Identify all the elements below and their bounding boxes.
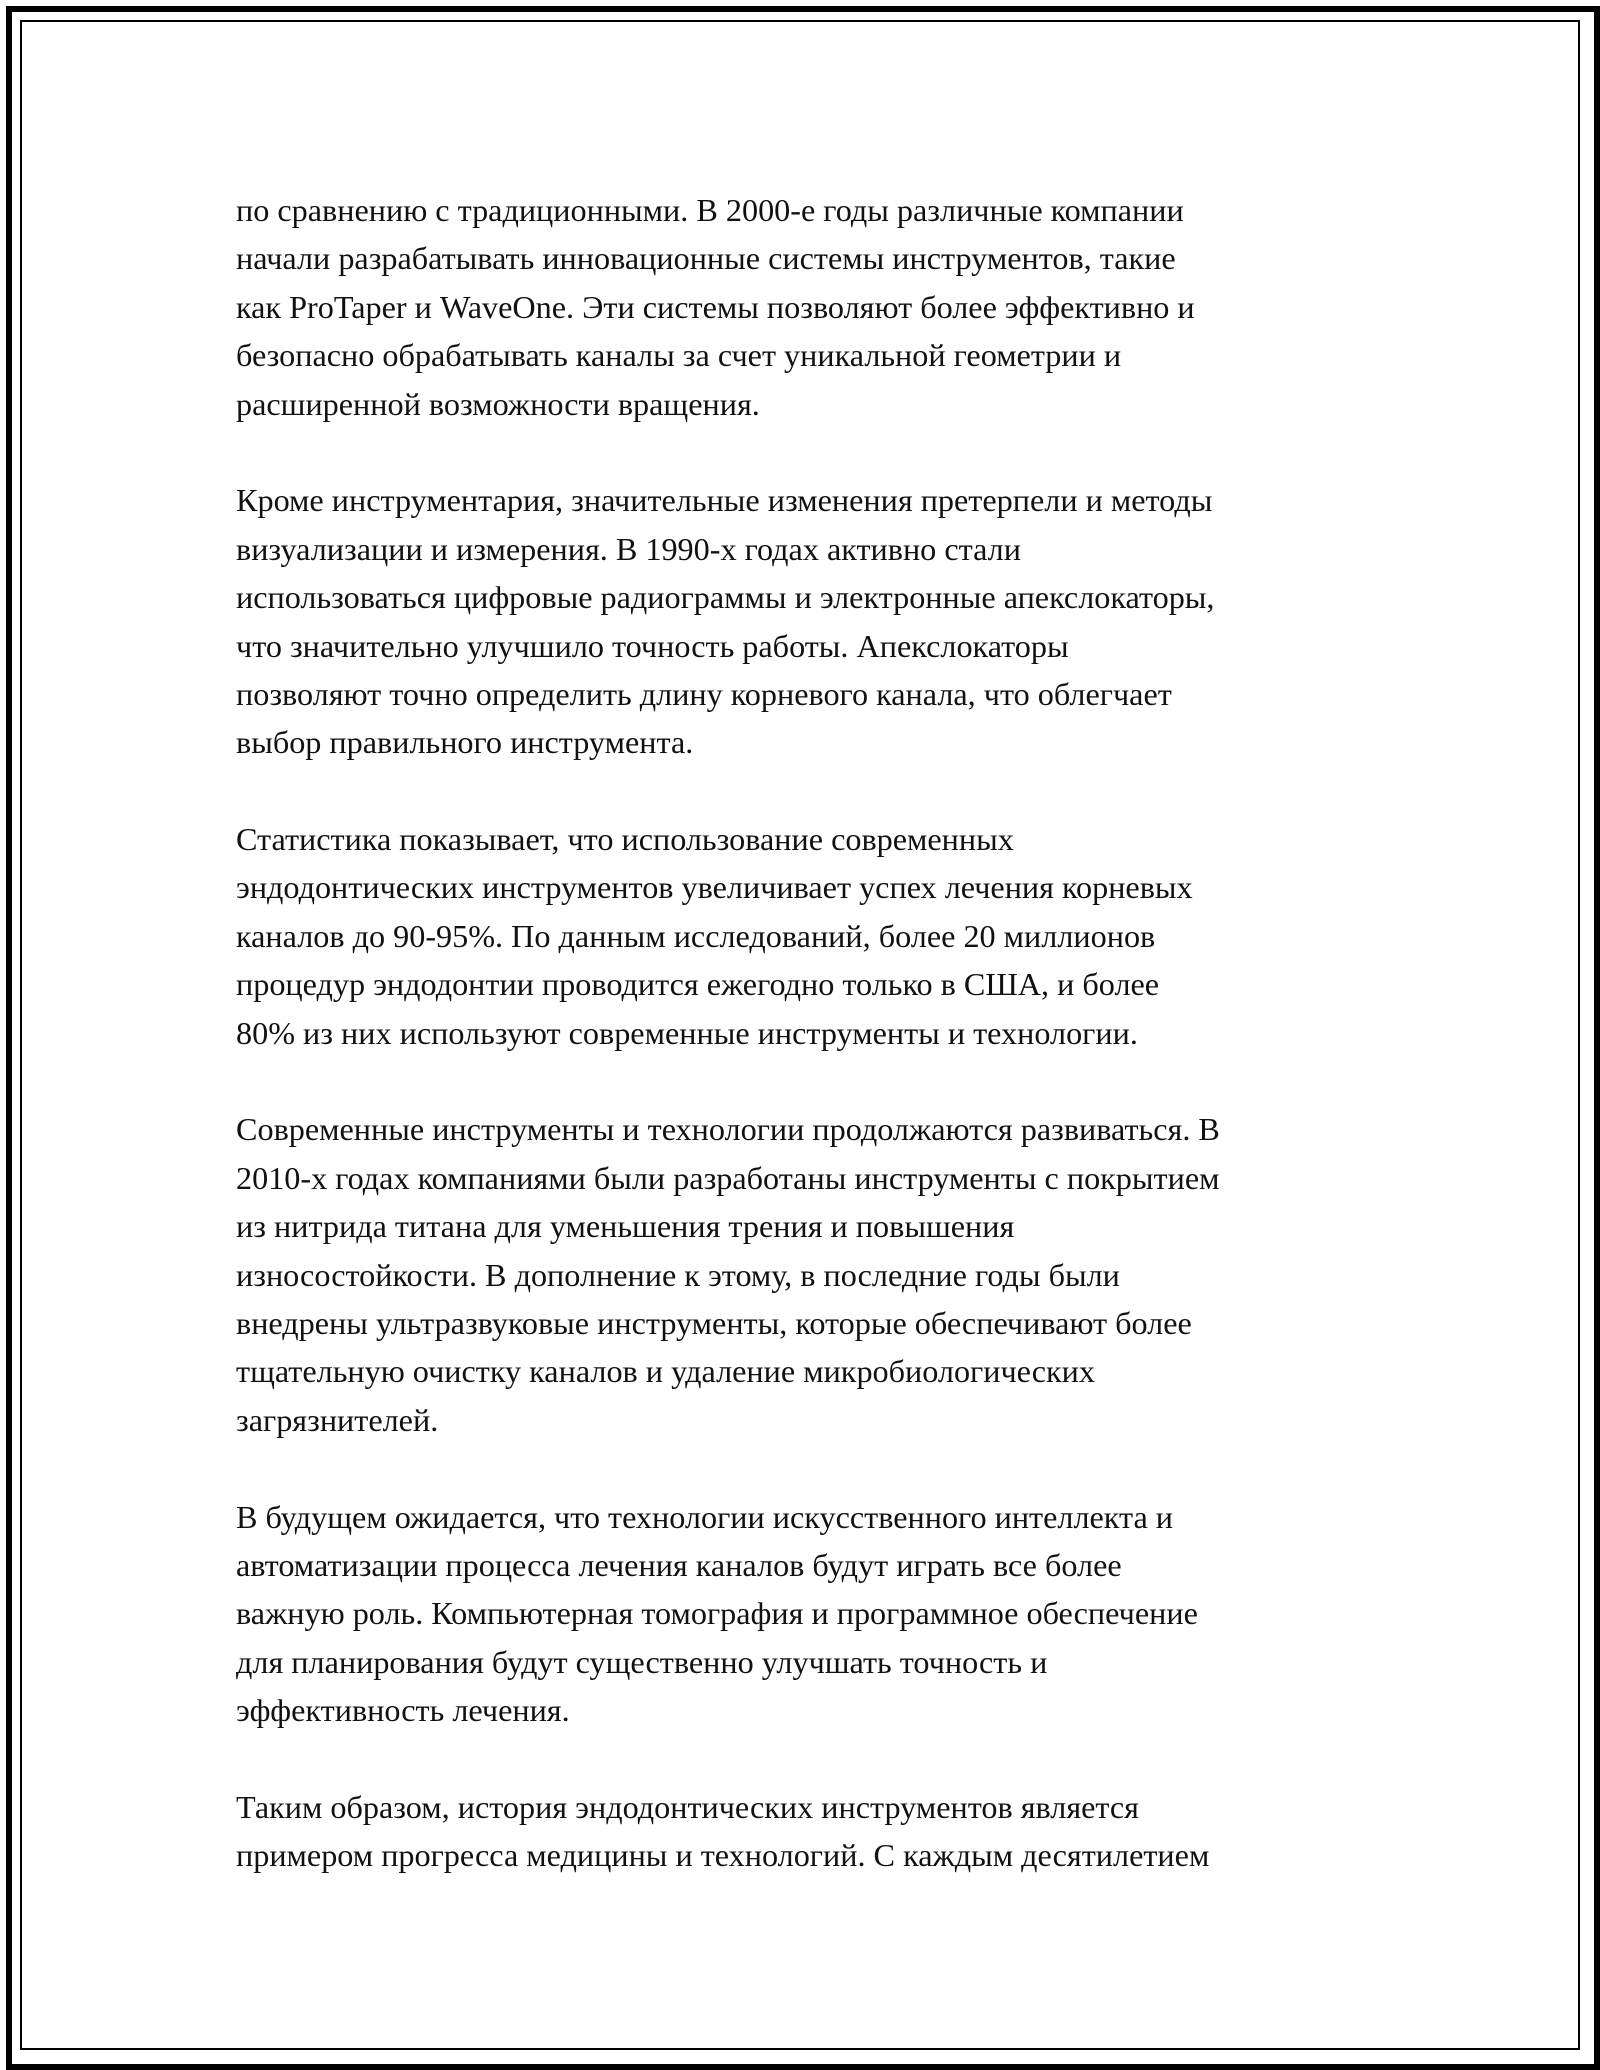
text-line: расширенной возможности вращения. — [236, 385, 760, 422]
text-line: как ProTaper и WaveOne. Эти системы позволяют более эффективно и — [236, 288, 1195, 325]
text-line: безопасно обрабатывать каналы за счет уникальной геометрии и — [236, 337, 1122, 374]
paragraph — [236, 476, 1376, 766]
text-line: В будущем ожидается, что технологии искусственного интеллекта и — [236, 1498, 1174, 1535]
paragraph — [236, 186, 1376, 428]
text-line: из нитрида титана для уменьшения трения и повышения — [236, 1208, 1015, 1245]
text-line: важную роль. Компьютерная томография и программное обеспечение — [236, 1595, 1198, 1632]
paragraph — [236, 1105, 1376, 1444]
text-line: эндодонтических инструментов увеличивает успех лечения корневых — [236, 869, 1193, 906]
text-line: что значительно улучшило точность работы. Апекслокаторы — [236, 627, 1069, 664]
paragraph — [236, 1493, 1376, 1735]
paragraph — [236, 815, 1376, 1057]
text-line: автоматизации процесса лечения каналов будут играть все более — [236, 1546, 1122, 1583]
text-line: для планирования будут существенно улучшать точность и — [236, 1643, 1048, 1680]
text-line: загрязнителей. — [236, 1401, 439, 1438]
text-line: визуализации и измерения. В 1990-х годах активно стали — [236, 530, 1021, 567]
text-line: 2010-х годах компаниями были разработаны инструменты с покрытием — [236, 1159, 1220, 1196]
text-line: Кроме инструментария, значительные изменения претерпели и методы — [236, 482, 1213, 519]
text-line: Статистика показывает, что использование современных — [236, 821, 1014, 858]
text-line: использоваться цифровые радиограммы и электронные апекслокаторы, — [236, 579, 1215, 616]
text-line: Современные инструменты и технологии продолжаются развиваться. В — [236, 1111, 1220, 1148]
text-line: начали разрабатывать инновационные системы инструментов, такие — [236, 240, 1176, 277]
text-line: тщательную очистку каналов и удаление микробиологических — [236, 1353, 1096, 1390]
text-line: Таким образом, история эндодонтических инструментов является — [236, 1788, 1139, 1825]
text-line: эффективность лечения. — [236, 1692, 570, 1729]
text-line: выбор правильного инструмента. — [236, 724, 694, 761]
text-line: каналов до 90-95%. По данным исследований, более 20 миллионов — [236, 917, 1156, 954]
text-line: износостойкости. В дополнение к этому, в последние годы были — [236, 1256, 1120, 1293]
document-body — [236, 186, 1376, 1928]
text-line: внедрены ультразвуковые инструменты, которые обеспечивают более — [236, 1304, 1192, 1341]
text-line: процедур эндодонтии проводится ежегодно только в США, и более — [236, 966, 1160, 1003]
text-line: примером прогресса медицины и технологий. С каждым десятилетием — [236, 1837, 1210, 1874]
text-line: позволяют точно определить длину корневого канала, что облегчает — [236, 675, 1172, 712]
text-line: 80% из них используют современные инструменты и технологии. — [236, 1014, 1138, 1051]
paragraph — [236, 1783, 1376, 1880]
text-line: по сравнению с традиционными. В 2000-е годы различные компании — [236, 192, 1184, 228]
